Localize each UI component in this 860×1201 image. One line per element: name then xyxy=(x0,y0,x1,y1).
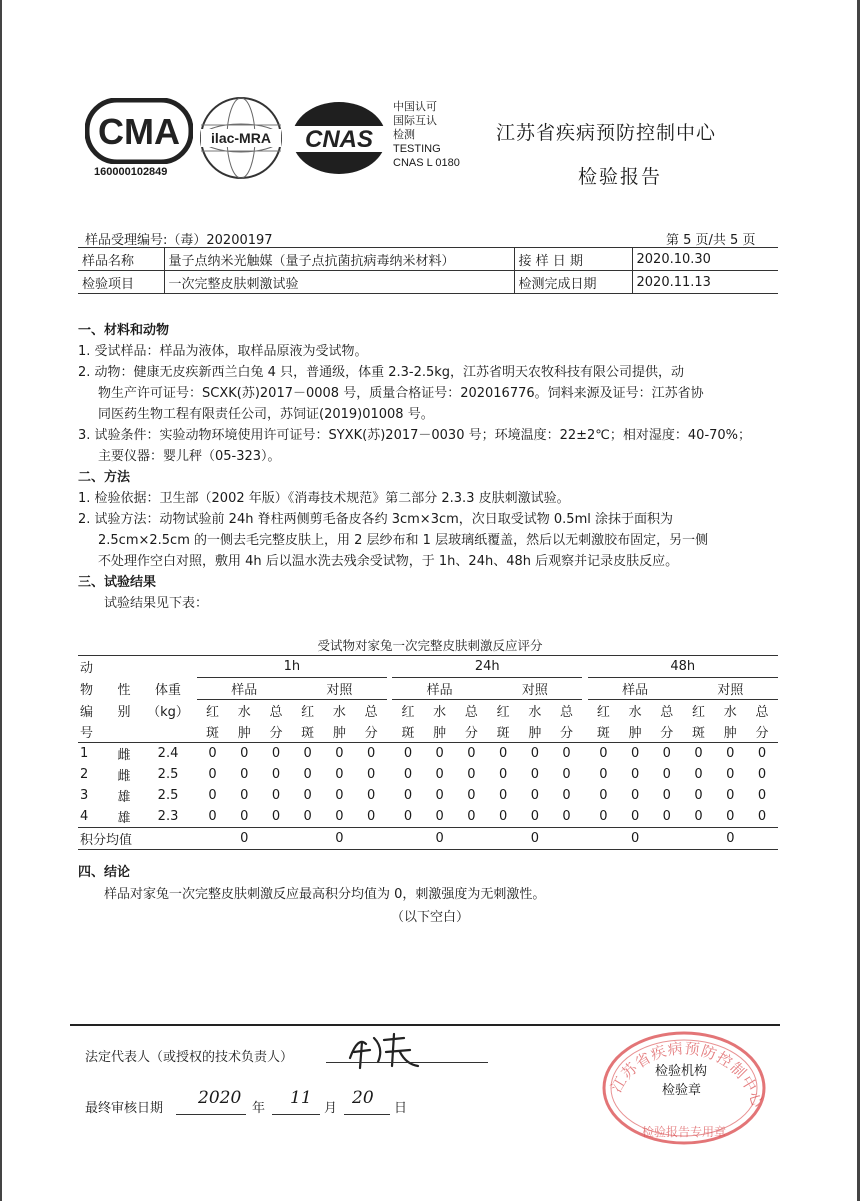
complete-date: 2020.11.13 xyxy=(632,271,778,294)
sub-header: 分 xyxy=(551,721,583,743)
cert-line: 中国认可 xyxy=(393,101,437,113)
score-cell: 0 xyxy=(456,806,488,828)
animal-sex: 雄 xyxy=(117,790,131,805)
score-cell: 0 xyxy=(694,788,703,803)
score-cell: 0 xyxy=(208,746,217,761)
day-underline xyxy=(344,1114,390,1115)
score-cell: 0 xyxy=(366,746,376,761)
sub-header: 肿 xyxy=(519,721,551,743)
score-cell: 0 xyxy=(651,806,683,828)
score-cell: 0 xyxy=(599,767,608,782)
average-value: 0 xyxy=(683,828,778,850)
sub-header: 斑 xyxy=(197,721,229,743)
section-title: 二、方法 xyxy=(78,470,131,485)
score-cell: 0 xyxy=(551,806,583,828)
sub-header: 红 xyxy=(596,705,610,720)
score-cell: 0 xyxy=(662,788,671,803)
sub-header: 斑 xyxy=(292,721,324,743)
stamp-label-2: 检验章 xyxy=(662,1083,702,1098)
score-cell: 0 xyxy=(403,788,413,803)
score-cell: 0 xyxy=(292,806,324,828)
time-header: 48h xyxy=(588,656,778,678)
review-month: 11 xyxy=(290,1088,312,1108)
score-cell: 0 xyxy=(562,767,571,782)
score-cell: 0 xyxy=(303,746,312,761)
paragraph: 物生产许可证号：SCXK(苏)2017－0008 号，质量合格证号：202016776。饲料来源及证号：江苏省协 xyxy=(98,386,704,401)
score-cell: 0 xyxy=(403,746,413,761)
sub-header: 总 xyxy=(269,705,283,720)
score-cell: 0 xyxy=(498,746,508,761)
representative-signature xyxy=(344,1028,434,1072)
score-cell: 0 xyxy=(487,806,519,828)
table-row xyxy=(78,743,778,765)
year-unit: 年 xyxy=(252,1101,266,1116)
paragraph: 主要仪器：婴儿秤（05-323）。 xyxy=(98,449,281,464)
average-value: 0 xyxy=(292,828,387,850)
sub-header: 肿 xyxy=(714,721,746,743)
score-cell: 0 xyxy=(519,806,551,828)
score-cell: 0 xyxy=(662,746,671,761)
info-row xyxy=(78,271,778,294)
sub-header: 斑 xyxy=(683,721,715,743)
score-cell: 0 xyxy=(228,806,260,828)
score-cell: 0 xyxy=(271,746,281,761)
cnas-logo-text: CNAS xyxy=(304,126,374,153)
group-header: 样品 xyxy=(588,678,683,700)
paragraph: 2. 试验方法：动物试验前 24h 脊柱两侧剪毛备皮各约 3cm×3cm，次日取受试物 0.5ml 涂抹于面积为 xyxy=(78,512,673,527)
score-cell: 0 xyxy=(694,746,703,761)
table-caption: 受试物对家兔一次完整皮肤刺激反应评分 xyxy=(317,638,543,653)
month-unit: 月 xyxy=(324,1101,338,1116)
sub-header: 分 xyxy=(746,721,778,743)
test-item: 一次完整皮肤刺激试验 xyxy=(164,271,514,294)
score-cell: 0 xyxy=(630,746,640,761)
sub-header: 水 xyxy=(528,705,542,720)
score-cell: 0 xyxy=(726,746,735,761)
sample-name: 量子点纳米光触媒（量子点抗菌抗病毒纳米材料） xyxy=(164,248,514,271)
score-cell: 0 xyxy=(355,806,387,828)
score-cell: 0 xyxy=(467,767,476,782)
average-label: 积分均值 xyxy=(78,828,197,850)
score-cell: 0 xyxy=(303,788,312,803)
score-cell: 0 xyxy=(726,767,735,782)
animal-weight: 2.4 xyxy=(157,746,179,761)
cma-logo-text: CMA xyxy=(98,111,180,152)
score-cell: 0 xyxy=(240,746,249,761)
score-cell: 0 xyxy=(240,788,249,803)
score-cell: 0 xyxy=(424,806,456,828)
data-rows xyxy=(78,743,778,828)
sub-header: 水 xyxy=(332,705,346,720)
sub-header: 总 xyxy=(755,705,769,720)
cma-number: 160000102849 xyxy=(94,166,168,178)
page-number: 第 5 页/共 5 页 xyxy=(666,233,756,248)
sample-name-label: 样品名称 xyxy=(78,248,164,271)
header-cell: 性 xyxy=(117,683,131,698)
cert-line: CNAS L 0180 xyxy=(393,157,460,169)
group-header: 对照 xyxy=(292,678,387,700)
cnas-logo xyxy=(290,100,388,176)
report-title: 检验报告 xyxy=(578,166,663,188)
score-cell: 0 xyxy=(271,788,281,803)
sub-header: 分 xyxy=(456,721,488,743)
animal-sex: 雄 xyxy=(109,806,140,828)
score-cell: 0 xyxy=(335,788,344,803)
average-value: 0 xyxy=(197,828,292,850)
score-cell: 0 xyxy=(746,806,778,828)
score-cell: 0 xyxy=(303,767,312,782)
paragraph: 3. 试验条件：实验动物环境使用许可证号：SYXK(苏)2017－0030 号；环境温度：22±2℃；相对湿度：40-70%； xyxy=(78,428,752,443)
info-row xyxy=(78,248,778,271)
score-cell: 0 xyxy=(619,806,651,828)
score-cell: 0 xyxy=(726,788,735,803)
sub-header: 分 xyxy=(260,721,292,743)
animal-sex: 雌 xyxy=(117,769,131,784)
header-cell: 别 xyxy=(117,704,131,720)
animal-weight: 2.5 xyxy=(157,788,179,803)
table-row xyxy=(78,764,778,785)
score-cell: 0 xyxy=(694,767,703,782)
representative-label: 法定代表人（或授权的技术负责人） xyxy=(85,1050,294,1065)
score-cell: 0 xyxy=(392,806,424,828)
section-title: 四、结论 xyxy=(78,865,131,880)
review-day: 20 xyxy=(352,1088,374,1108)
sub-header: 水 xyxy=(628,705,642,720)
sub-header: 红 xyxy=(692,705,706,720)
paragraph: 1. 受试样品：样品为液体，取样品原液为受试物。 xyxy=(78,344,368,359)
conclusion-text: 样品对家兔一次完整皮肤刺激反应最高积分均值为 0，刺激强度为无刺激性。 xyxy=(104,887,546,902)
animal-id: 4 xyxy=(78,806,109,828)
score-cell: 0 xyxy=(335,767,344,782)
stamp-label-1: 检验机构 xyxy=(655,1064,708,1079)
blank-note: （以下空白） xyxy=(390,910,469,925)
test-item-label: 检验项目 xyxy=(78,271,164,294)
average-value: 0 xyxy=(588,828,683,850)
table-header-row xyxy=(78,678,778,700)
sub-header: 水 xyxy=(723,705,737,720)
sub-header: 红 xyxy=(301,705,315,720)
table-row xyxy=(78,806,778,828)
month-underline xyxy=(272,1114,320,1115)
sub-header: 红 xyxy=(401,705,415,720)
day-unit: 日 xyxy=(394,1101,408,1116)
stamp-bottom-text: 检验报告专用章 xyxy=(641,1125,727,1139)
review-date-label: 最终审核日期 xyxy=(85,1101,164,1116)
review-year: 2020 xyxy=(198,1088,242,1108)
year-underline xyxy=(176,1114,246,1115)
info-table xyxy=(78,247,778,294)
ilac-logo-text: ilac-MRA xyxy=(211,130,271,146)
score-cell: 0 xyxy=(366,788,376,803)
header-cell: 物 xyxy=(80,683,94,698)
cert-line: 国际互认 xyxy=(393,115,437,127)
score-cell: 0 xyxy=(260,806,292,828)
score-cell: 0 xyxy=(435,767,444,782)
score-cell: 0 xyxy=(435,746,444,761)
score-cell: 0 xyxy=(562,788,571,803)
score-cell: 0 xyxy=(599,746,608,761)
organization-name: 江苏省疾病预防控制中心 xyxy=(496,122,717,144)
animal-id: 1 xyxy=(80,746,89,761)
section-materials xyxy=(78,320,778,614)
sub-header: 总 xyxy=(464,705,478,720)
sub-header: 斑 xyxy=(392,721,424,743)
header-cell: 编 xyxy=(80,704,94,720)
score-cell: 0 xyxy=(208,788,217,803)
animal-weight: 2.5 xyxy=(157,767,179,782)
paragraph: 2. 动物：健康无皮疾新西兰白兔 4 只，普通级，体重 2.3-2.5kg，江苏省明天农牧科技有限公司提供，动 xyxy=(78,365,685,380)
average-value: 0 xyxy=(487,828,582,850)
average-row xyxy=(78,828,778,850)
signature-underline xyxy=(326,1062,488,1063)
score-cell: 0 xyxy=(324,806,356,828)
score-cell: 0 xyxy=(588,806,620,828)
section-title: 三、试验结果 xyxy=(78,575,157,590)
score-cell: 0 xyxy=(498,788,508,803)
sub-header: 红 xyxy=(496,705,510,720)
score-cell: 0 xyxy=(562,746,571,761)
sub-header: 斑 xyxy=(588,721,620,743)
section-title: 一、材料和动物 xyxy=(78,323,170,338)
paragraph: 2.5cm×2.5cm 的一侧去毛完整皮肤上，用 2 层纱布和 1 层玻璃纸覆盖，然后以无刺激胶布固定，另一侧 xyxy=(98,533,709,548)
score-cell: 0 xyxy=(530,746,539,761)
animal-id: 2 xyxy=(80,767,89,782)
sample-number: 样品受理编号:（毒）20200197 xyxy=(85,233,273,248)
paragraph: 不处理作空白对照，敷用 4h 后以温水洗去残余受试物，于 1h、24h、48h 后观察并记录皮肤反应。 xyxy=(98,554,679,569)
header-cell: 体重 xyxy=(155,683,182,698)
score-cell: 0 xyxy=(240,767,249,782)
ilac-mra-logo xyxy=(198,95,284,181)
average-value: 0 xyxy=(392,828,487,850)
group-header: 对照 xyxy=(683,678,778,700)
sub-header: 红 xyxy=(206,705,220,720)
score-cell: 0 xyxy=(630,788,640,803)
time-header: 1h xyxy=(197,656,387,678)
score-cell: 0 xyxy=(530,767,539,782)
sub-header: 分 xyxy=(651,721,683,743)
score-cell: 0 xyxy=(366,767,376,782)
sub-header: 肿 xyxy=(324,721,356,743)
score-cell: 0 xyxy=(335,746,344,761)
paragraph: 试验结果见下表： xyxy=(104,596,209,611)
score-cell: 0 xyxy=(435,788,444,803)
time-header: 24h xyxy=(392,656,582,678)
left-border xyxy=(0,0,2,1201)
results-table xyxy=(78,655,778,850)
receive-date: 2020.10.30 xyxy=(632,248,778,271)
score-cell: 0 xyxy=(467,746,476,761)
cert-text xyxy=(393,100,460,170)
receive-date-label: 接 样 日 期 xyxy=(514,248,632,271)
paragraph: 同医药生物工程有限责任公司，苏饲证(2019)01008 号。 xyxy=(98,407,434,422)
group-header: 样品 xyxy=(197,678,292,700)
table-header-row xyxy=(78,721,778,743)
animal-weight: 2.3 xyxy=(139,806,196,828)
sub-header: 肿 xyxy=(619,721,651,743)
sub-header: 斑 xyxy=(487,721,519,743)
table-header-row xyxy=(78,656,778,678)
sub-header: 肿 xyxy=(424,721,456,743)
cert-line: 检测 xyxy=(393,129,415,141)
header-cell: （kg） xyxy=(147,704,189,720)
score-cell: 0 xyxy=(467,788,476,803)
score-cell: 0 xyxy=(757,767,767,782)
table-header-row xyxy=(78,700,778,722)
sub-header: 肿 xyxy=(228,721,260,743)
score-cell: 0 xyxy=(403,767,413,782)
score-cell: 0 xyxy=(714,806,746,828)
score-cell: 0 xyxy=(530,788,539,803)
sub-header: 总 xyxy=(560,705,574,720)
score-cell: 0 xyxy=(208,767,217,782)
animal-sex: 雌 xyxy=(117,748,131,763)
group-header: 对照 xyxy=(487,678,582,700)
score-cell: 0 xyxy=(498,767,508,782)
score-cell: 0 xyxy=(630,767,640,782)
sub-header: 水 xyxy=(433,705,447,720)
sub-header: 总 xyxy=(364,705,378,720)
score-cell: 0 xyxy=(599,788,608,803)
section-conclusion xyxy=(78,862,778,906)
score-cell: 0 xyxy=(683,806,715,828)
stamp-ring-text: 江苏省疾病预防控制中心 xyxy=(607,1039,768,1111)
score-cell: 0 xyxy=(197,806,229,828)
sub-header: 水 xyxy=(237,705,251,720)
header-cell: 动 xyxy=(78,656,109,678)
cert-line: TESTING xyxy=(393,143,441,155)
animal-id: 3 xyxy=(80,788,89,803)
score-cell: 0 xyxy=(757,746,767,761)
sub-header: 分 xyxy=(355,721,387,743)
score-cell: 0 xyxy=(662,767,671,782)
paragraph: 1. 检验依据：卫生部（2002 年版）《消毒技术规范》第二部分 2.3.3 皮肤刺激试验。 xyxy=(78,491,570,506)
complete-date-label: 检测完成日期 xyxy=(514,271,632,294)
table-row xyxy=(78,785,778,806)
header-cell: 号 xyxy=(78,721,109,743)
score-cell: 0 xyxy=(757,788,767,803)
cma-logo xyxy=(85,98,193,164)
group-header: 样品 xyxy=(392,678,487,700)
score-cell: 0 xyxy=(271,767,281,782)
sub-header: 总 xyxy=(660,705,674,720)
